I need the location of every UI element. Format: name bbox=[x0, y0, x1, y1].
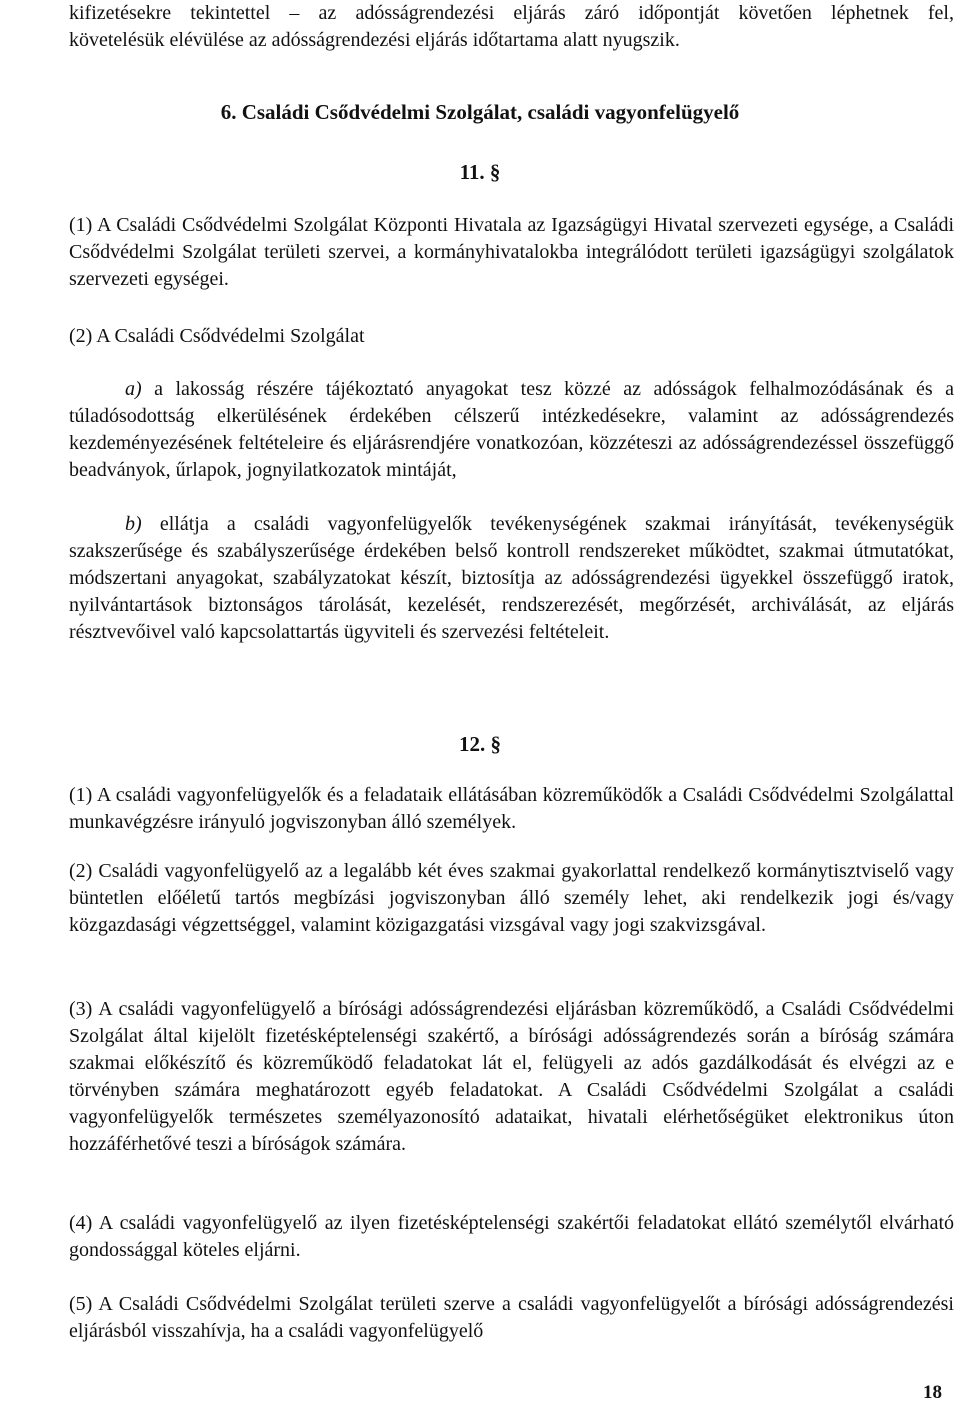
point-b-text: ellátja a családi vagyonfelügyelők tevékenységének szakmai irányítását, tevékenységük szakszerűsége és szabályszerűsége érdekében belső kontroll rendszereket működtet, szakmai útmutatókat, módszertani anyagokat, szabályzatokat készít, biztosítja az adósságrendezési ügyekkel összefüggő iratok, nyilvántartások biztonságos tárolását, kezelését, rendszerezését, megőrzését, archiválását, az eljárás résztvevőivel való kapcsolattartás ügyviteli és szervezési feltételeit. bbox=[69, 513, 954, 643]
chapter-heading: 6. Családi Csődvédelmi Szolgálat, családi vagyonfelügyelő bbox=[220, 100, 740, 124]
intro-line-1: kifizetésekre tekintettel – az adósságrendezési eljárás záró időpontját követően léphetnek fel, bbox=[69, 2, 954, 24]
section-12-paragraph-5: (5) A Családi Csődvédelmi Szolgálat területi szerve a családi vagyonfelügyelőt a bírósági adósságrendezési eljárásból visszahívja, ha a családi vagyonfelügyelő bbox=[69, 1293, 954, 1342]
section-11-paragraph-1: (1) A Családi Csődvédelmi Szolgálat Központi Hivatala az Igazságügyi Hivatal szervezeti egysége, a Családi Csődvédelmi Szolgálat területi szervei, a kormányhivatalokba integrálódott területi igazságügyi szolgálatok szervezeti egységei. bbox=[69, 214, 954, 290]
section-12-title: 12. § bbox=[459, 732, 501, 756]
section-11-title: 11. § bbox=[459, 160, 501, 184]
intro-line-2: követelésük elévülése az adósságrendezési eljárás időtartama alatt nyugszik. bbox=[69, 29, 680, 51]
page-number: 18 bbox=[923, 1382, 942, 1403]
section-12-paragraph-2: (2) Családi vagyonfelügyelő az a legalább két éves szakmai gyakorlattal rendelkező kormánytisztviselő vagy büntetlen előéletű tartós megbízási jogviszonyban álló személy lehet, aki rendelkezik jogi és/vagy közgazdasági végzettséggel, valamint közigazgatási vizsgával vagy jogi szakvizsgával. bbox=[69, 860, 954, 936]
section-12-paragraph-3: (3) A családi vagyonfelügyelő a bírósági adósságrendezési eljárásban közreműködő, a Családi Csődvédelmi Szolgálat által kijelölt fizetésképtelenségi szakértő, a bírósági adósságrendezés során a bíróság számára szakmai előkészítő és közreműködő feladatokat lát el, felügyeli az adós gazdálkodását és elvégzi az e törvényben számára meghatározott egyéb feladatokat. A Családi Csődvédelmi Szolgálat a családi vagyonfelügyelők természetes személyazonosító adataikat, hivatali elérhetőségüket elektronikus úton hozzáférhetővé teszi a bíróságok számára. bbox=[69, 998, 954, 1155]
section-11-point-b bbox=[69, 511, 954, 646]
point-a-label: a) bbox=[125, 378, 142, 400]
section-12-paragraph-1: (1) A családi vagyonfelügyelők és a feladataik ellátásában közreműködők a Családi Csődvédelmi Szolgálattal munkavégzésre irányuló jogviszonyban álló személyek. bbox=[69, 784, 954, 833]
point-a-text: a lakosság részére tájékoztató anyagokat tesz közzé az adósságok felhalmozódásának és a túladósodottság elkerülésének érdekében célszerű intézkedésekre, valamint az adósságrendezés kezdeményezésének feltételeire és eljárásrendjére vonatkozóan, közzéteszi az adósságrendezéssel összefüggő beadványok, űrlapok, jognyilatkozatok mintáját, bbox=[69, 378, 955, 481]
section-11-paragraph-2: (2) A Családi Csődvédelmi Szolgálat bbox=[69, 325, 365, 347]
section-11-point-a bbox=[69, 376, 954, 484]
section-12-paragraph-4: (4) A családi vagyonfelügyelő az ilyen fizetésképtelenségi szakértői feladatokat ellátó személytől elvárható gondossággal köteles eljárni. bbox=[69, 1212, 954, 1261]
intro-paragraph bbox=[69, 0, 954, 54]
point-b-label: b) bbox=[125, 513, 142, 535]
